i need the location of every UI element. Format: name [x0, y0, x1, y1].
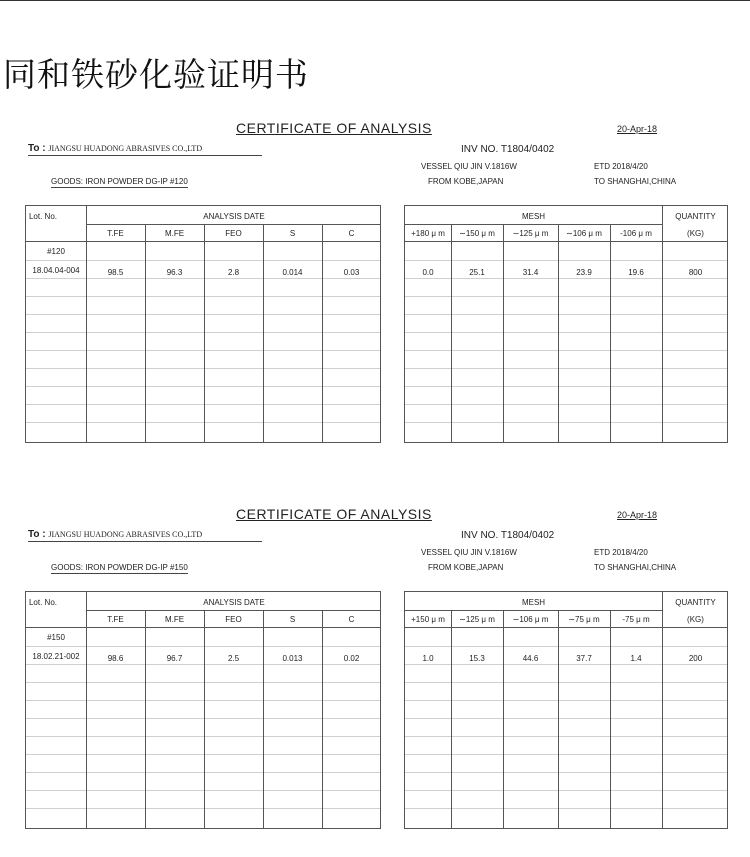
etd-info: ETD 2018/4/20	[594, 162, 648, 171]
certificate-2	[0, 506, 750, 846]
vessel-info: VESSEL QIU JIN V.1816W	[421, 162, 517, 171]
to-label: To :	[28, 529, 46, 540]
mesh-value: 15.3	[469, 654, 485, 663]
quantity-value: 800	[688, 268, 703, 277]
column-header: C	[348, 615, 355, 624]
mesh-column-header: -106 μ m	[620, 229, 652, 238]
destination-info: TO SHANGHAI,CHINA	[594, 563, 677, 572]
lot-no-header: Lot. No.	[28, 598, 57, 607]
lot-number: 18.02.21-002	[32, 652, 80, 661]
quantity-header: QUANTITY	[675, 598, 716, 607]
column-header: FEO	[225, 229, 242, 238]
mesh-column-header: -75 μ m	[622, 615, 650, 624]
quantity-value: 200	[688, 654, 703, 663]
recipient-company: JIANGSU HUADONG ABRASIVES CO.,LTD	[48, 530, 203, 539]
invoice-number: INV NO. T1804/0402	[461, 530, 555, 541]
column-header: T.FE	[107, 615, 124, 624]
lot-no-header: Lot. No.	[28, 212, 57, 221]
origin-info: FROM KOBE,JAPAN	[428, 177, 504, 186]
analysis-value: 0.013	[282, 654, 303, 663]
mesh-value: 1.4	[630, 654, 642, 663]
quantity-header: QUANTITY	[675, 212, 716, 221]
recipient-line	[28, 529, 262, 542]
certificate-date: 20-Apr-18	[617, 124, 658, 134]
mesh-column-header: ∼75 μ m	[568, 615, 600, 624]
mesh-header: MESH	[521, 598, 546, 607]
recipient-company: JIANGSU HUADONG ABRASIVES CO.,LTD	[48, 144, 203, 153]
lot-number: 18.04.04-004	[32, 266, 80, 275]
mesh-column-header: ∼125 μ m	[512, 229, 549, 238]
mesh-value: 1.0	[422, 654, 434, 663]
mesh-value: 31.4	[522, 268, 539, 277]
analysis-value: 96.7	[166, 654, 183, 663]
analysis-date-header: ANALYSIS DATE	[203, 212, 265, 221]
column-header: C	[348, 229, 355, 238]
kg-unit-header: (KG)	[687, 229, 704, 238]
to-label: To :	[28, 143, 46, 154]
mesh-column-header: ∼150 μ m	[459, 229, 495, 238]
destination-info: TO SHANGHAI,CHINA	[594, 177, 677, 186]
certificate-date: 20-Apr-18	[617, 510, 658, 520]
mesh-value: 19.6	[628, 268, 644, 277]
certificate-title: CERTIFICATE OF ANALYSIS	[236, 120, 432, 136]
mesh-value: 23.9	[576, 268, 592, 277]
etd-info: ETD 2018/4/20	[594, 548, 648, 557]
analysis-value: 2.8	[227, 268, 240, 277]
analysis-date-header: ANALYSIS DATE	[203, 598, 265, 607]
mesh-column-header: +180 μ m	[411, 229, 445, 238]
certificate-1	[0, 120, 750, 460]
mesh-column-header: ∼125 μ m	[459, 615, 495, 624]
analysis-value: 96.3	[166, 268, 183, 277]
vessel-info: VESSEL QIU JIN V.1816W	[421, 548, 517, 557]
analysis-value: 98.5	[107, 268, 124, 277]
column-header: S	[289, 229, 296, 238]
mesh-table	[404, 205, 728, 443]
mesh-header: MESH	[521, 212, 546, 221]
recipient-line	[28, 143, 262, 156]
mesh-value: 37.7	[576, 654, 592, 663]
column-header: M.FE	[164, 229, 185, 238]
grade-label: #150	[47, 633, 65, 642]
mesh-column-header: +150 μ m	[411, 615, 445, 624]
mesh-table	[404, 591, 728, 829]
mesh-value: 0.0	[422, 268, 434, 277]
mesh-value: 25.1	[469, 268, 485, 277]
column-header: M.FE	[164, 615, 185, 624]
analysis-table	[25, 591, 381, 829]
origin-info: FROM KOBE,JAPAN	[428, 563, 504, 572]
analysis-value: 0.03	[343, 268, 360, 277]
goods-info: GOODS: IRON POWDER DG-IP #120	[51, 177, 188, 186]
analysis-table	[25, 205, 381, 443]
analysis-value: 2.5	[227, 654, 240, 663]
mesh-column-header: ∼106 μ m	[512, 615, 549, 624]
grade-label: #120	[47, 247, 65, 256]
page-title: 同和铁砂化验证明书	[3, 55, 309, 94]
mesh-value: 44.6	[522, 654, 539, 663]
analysis-value: 0.014	[282, 268, 303, 277]
goods-info: GOODS: IRON POWDER DG-IP #150	[51, 563, 188, 572]
kg-unit-header: (KG)	[687, 615, 704, 624]
column-header: S	[289, 615, 296, 624]
invoice-number: INV NO. T1804/0402	[461, 144, 555, 155]
column-header: T.FE	[107, 229, 124, 238]
analysis-value: 0.02	[343, 654, 360, 663]
column-header: FEO	[225, 615, 242, 624]
mesh-column-header: ∼106 μ m	[566, 229, 602, 238]
top-divider	[0, 0, 750, 1]
analysis-value: 98.6	[107, 654, 124, 663]
certificate-title: CERTIFICATE OF ANALYSIS	[236, 506, 432, 522]
